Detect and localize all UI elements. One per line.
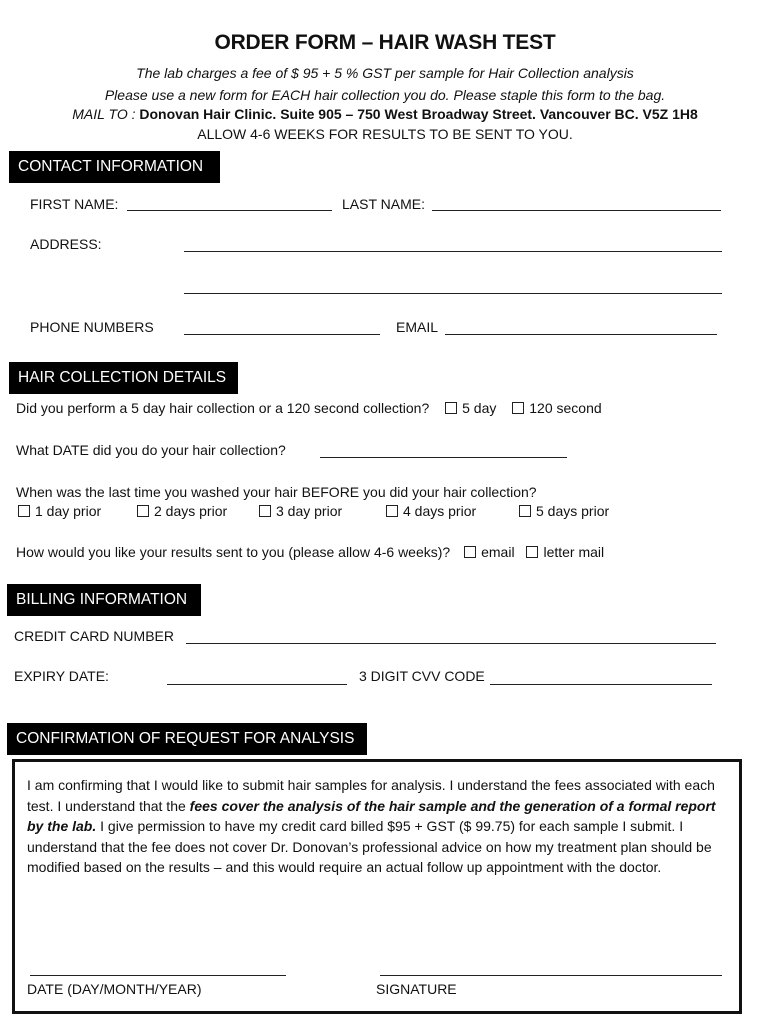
- collection-date-question: What DATE did you do your hair collection?: [16, 442, 286, 458]
- collection-type-text: Did you perform a 5 day hair collection or a 120 second collection?: [16, 400, 430, 416]
- checkbox-email[interactable]: [464, 546, 476, 558]
- date-label: DATE (DAY/MONTH/YEAR): [27, 981, 202, 997]
- address-field-line-1[interactable]: [184, 251, 722, 252]
- option-letter-mail-label: letter mail: [543, 544, 605, 560]
- email-label: EMAIL: [396, 319, 439, 335]
- wash-option-5[interactable]: [519, 503, 609, 519]
- expiry-label: EXPIRY DATE:: [14, 668, 109, 684]
- form-title: ORDER FORM – HAIR WASH TEST: [214, 31, 556, 54]
- checkbox-5-days-prior[interactable]: [519, 505, 531, 517]
- card-number-field[interactable]: [186, 643, 716, 644]
- mail-to-label: MAIL TO :: [72, 106, 136, 122]
- checkbox-letter-mail[interactable]: [526, 546, 538, 558]
- confirmation-section-heading: CONFIRMATION OF REQUEST FOR ANALYSIS: [7, 723, 367, 755]
- checkbox-3-day-prior[interactable]: [259, 505, 271, 517]
- wash-option-2[interactable]: [137, 503, 227, 519]
- wash-option-5-label: 5 days prior: [536, 503, 610, 519]
- phone-field[interactable]: [184, 334, 380, 335]
- cvv-label: 3 DIGIT CVV CODE: [359, 668, 485, 684]
- address-field-line-2[interactable]: [184, 293, 722, 294]
- results-delivery-question: [16, 544, 604, 560]
- fee-line: The lab charges a fee of $ 95 + 5 % GST per sample for Hair Collection analysis: [136, 65, 634, 81]
- billing-section-heading: BILLING INFORMATION: [7, 584, 201, 616]
- option-5-day[interactable]: [445, 400, 496, 416]
- card-number-label: CREDIT CARD NUMBER: [14, 628, 174, 644]
- last-name-field[interactable]: [432, 210, 721, 211]
- confirmation-text-emphasis: fees cover the analysis of the hair sample and the generation of a formal report by the lab.: [27, 797, 716, 834]
- option-120-second-label: 120 second: [529, 400, 602, 416]
- results-delivery-text: How would you like your results sent to you (please allow 4-6 weeks)?: [16, 544, 451, 560]
- first-name-label: FIRST NAME:: [30, 196, 119, 212]
- date-signature-field[interactable]: [30, 975, 286, 976]
- option-email[interactable]: [464, 544, 514, 560]
- option-letter-mail[interactable]: [526, 544, 604, 560]
- collection-type-question: [16, 400, 602, 416]
- wash-option-4-label: 4 days prior: [403, 503, 477, 519]
- confirmation-text-part-1: I am confirming that I would like to submit hair samples for analysis. I understand the fees associated with each test. I understand that the: [27, 777, 715, 814]
- address-label: ADDRESS:: [30, 236, 102, 252]
- cvv-field[interactable]: [490, 684, 712, 685]
- expiry-field[interactable]: [167, 684, 347, 685]
- first-name-field[interactable]: [127, 210, 332, 211]
- signature-field[interactable]: [380, 975, 722, 976]
- wash-option-1-label: 1 day prior: [35, 503, 102, 519]
- phone-label: PHONE NUMBERS: [30, 319, 154, 335]
- checkbox-2-days-prior[interactable]: [137, 505, 149, 517]
- wash-option-1[interactable]: [18, 503, 101, 519]
- collection-section-heading: HAIR COLLECTION DETAILS: [9, 362, 238, 394]
- wash-option-3[interactable]: [259, 503, 342, 519]
- confirmation-text: [27, 775, 735, 878]
- wash-option-2-label: 2 days prior: [154, 503, 228, 519]
- email-field[interactable]: [445, 334, 717, 335]
- allow-weeks-line: ALLOW 4-6 WEEKS FOR RESULTS TO BE SENT TO YOU.: [197, 126, 573, 142]
- mail-to-line: [0, 106, 770, 122]
- signature-label: SIGNATURE: [376, 981, 457, 997]
- checkbox-120-second[interactable]: [512, 402, 524, 414]
- checkbox-1-day-prior[interactable]: [18, 505, 30, 517]
- wash-option-4[interactable]: [386, 503, 476, 519]
- mail-to-address: Donovan Hair Clinic. Suite 905 – 750 West Broadway Street. Vancouver BC. V5Z 1H8: [139, 106, 698, 122]
- option-email-label: email: [481, 544, 515, 560]
- checkbox-4-days-prior[interactable]: [386, 505, 398, 517]
- collection-date-field[interactable]: [320, 457, 567, 458]
- last-name-label: LAST NAME:: [342, 196, 425, 212]
- checkbox-5-day[interactable]: [445, 402, 457, 414]
- new-form-line: Please use a new form for EACH hair collection you do. Please staple this form to the bag.: [104, 87, 666, 103]
- last-wash-question: When was the last time you washed your hair BEFORE you did your hair collection?: [16, 484, 537, 500]
- confirmation-text-part-2: I give permission to have my credit card billed $95 + GST ($ 99.75) for each sample I submit. I understand that the fee does not cover Dr. Donovan’s professional advice on how my treatment plan should be modified based on the results – and this would require an actual follow up appointment with the doctor.: [27, 818, 712, 875]
- option-5-day-label: 5 day: [462, 400, 497, 416]
- contact-section-heading: CONTACT INFORMATION: [9, 151, 220, 183]
- option-120-second[interactable]: [512, 400, 601, 416]
- wash-option-3-label: 3 day prior: [276, 503, 343, 519]
